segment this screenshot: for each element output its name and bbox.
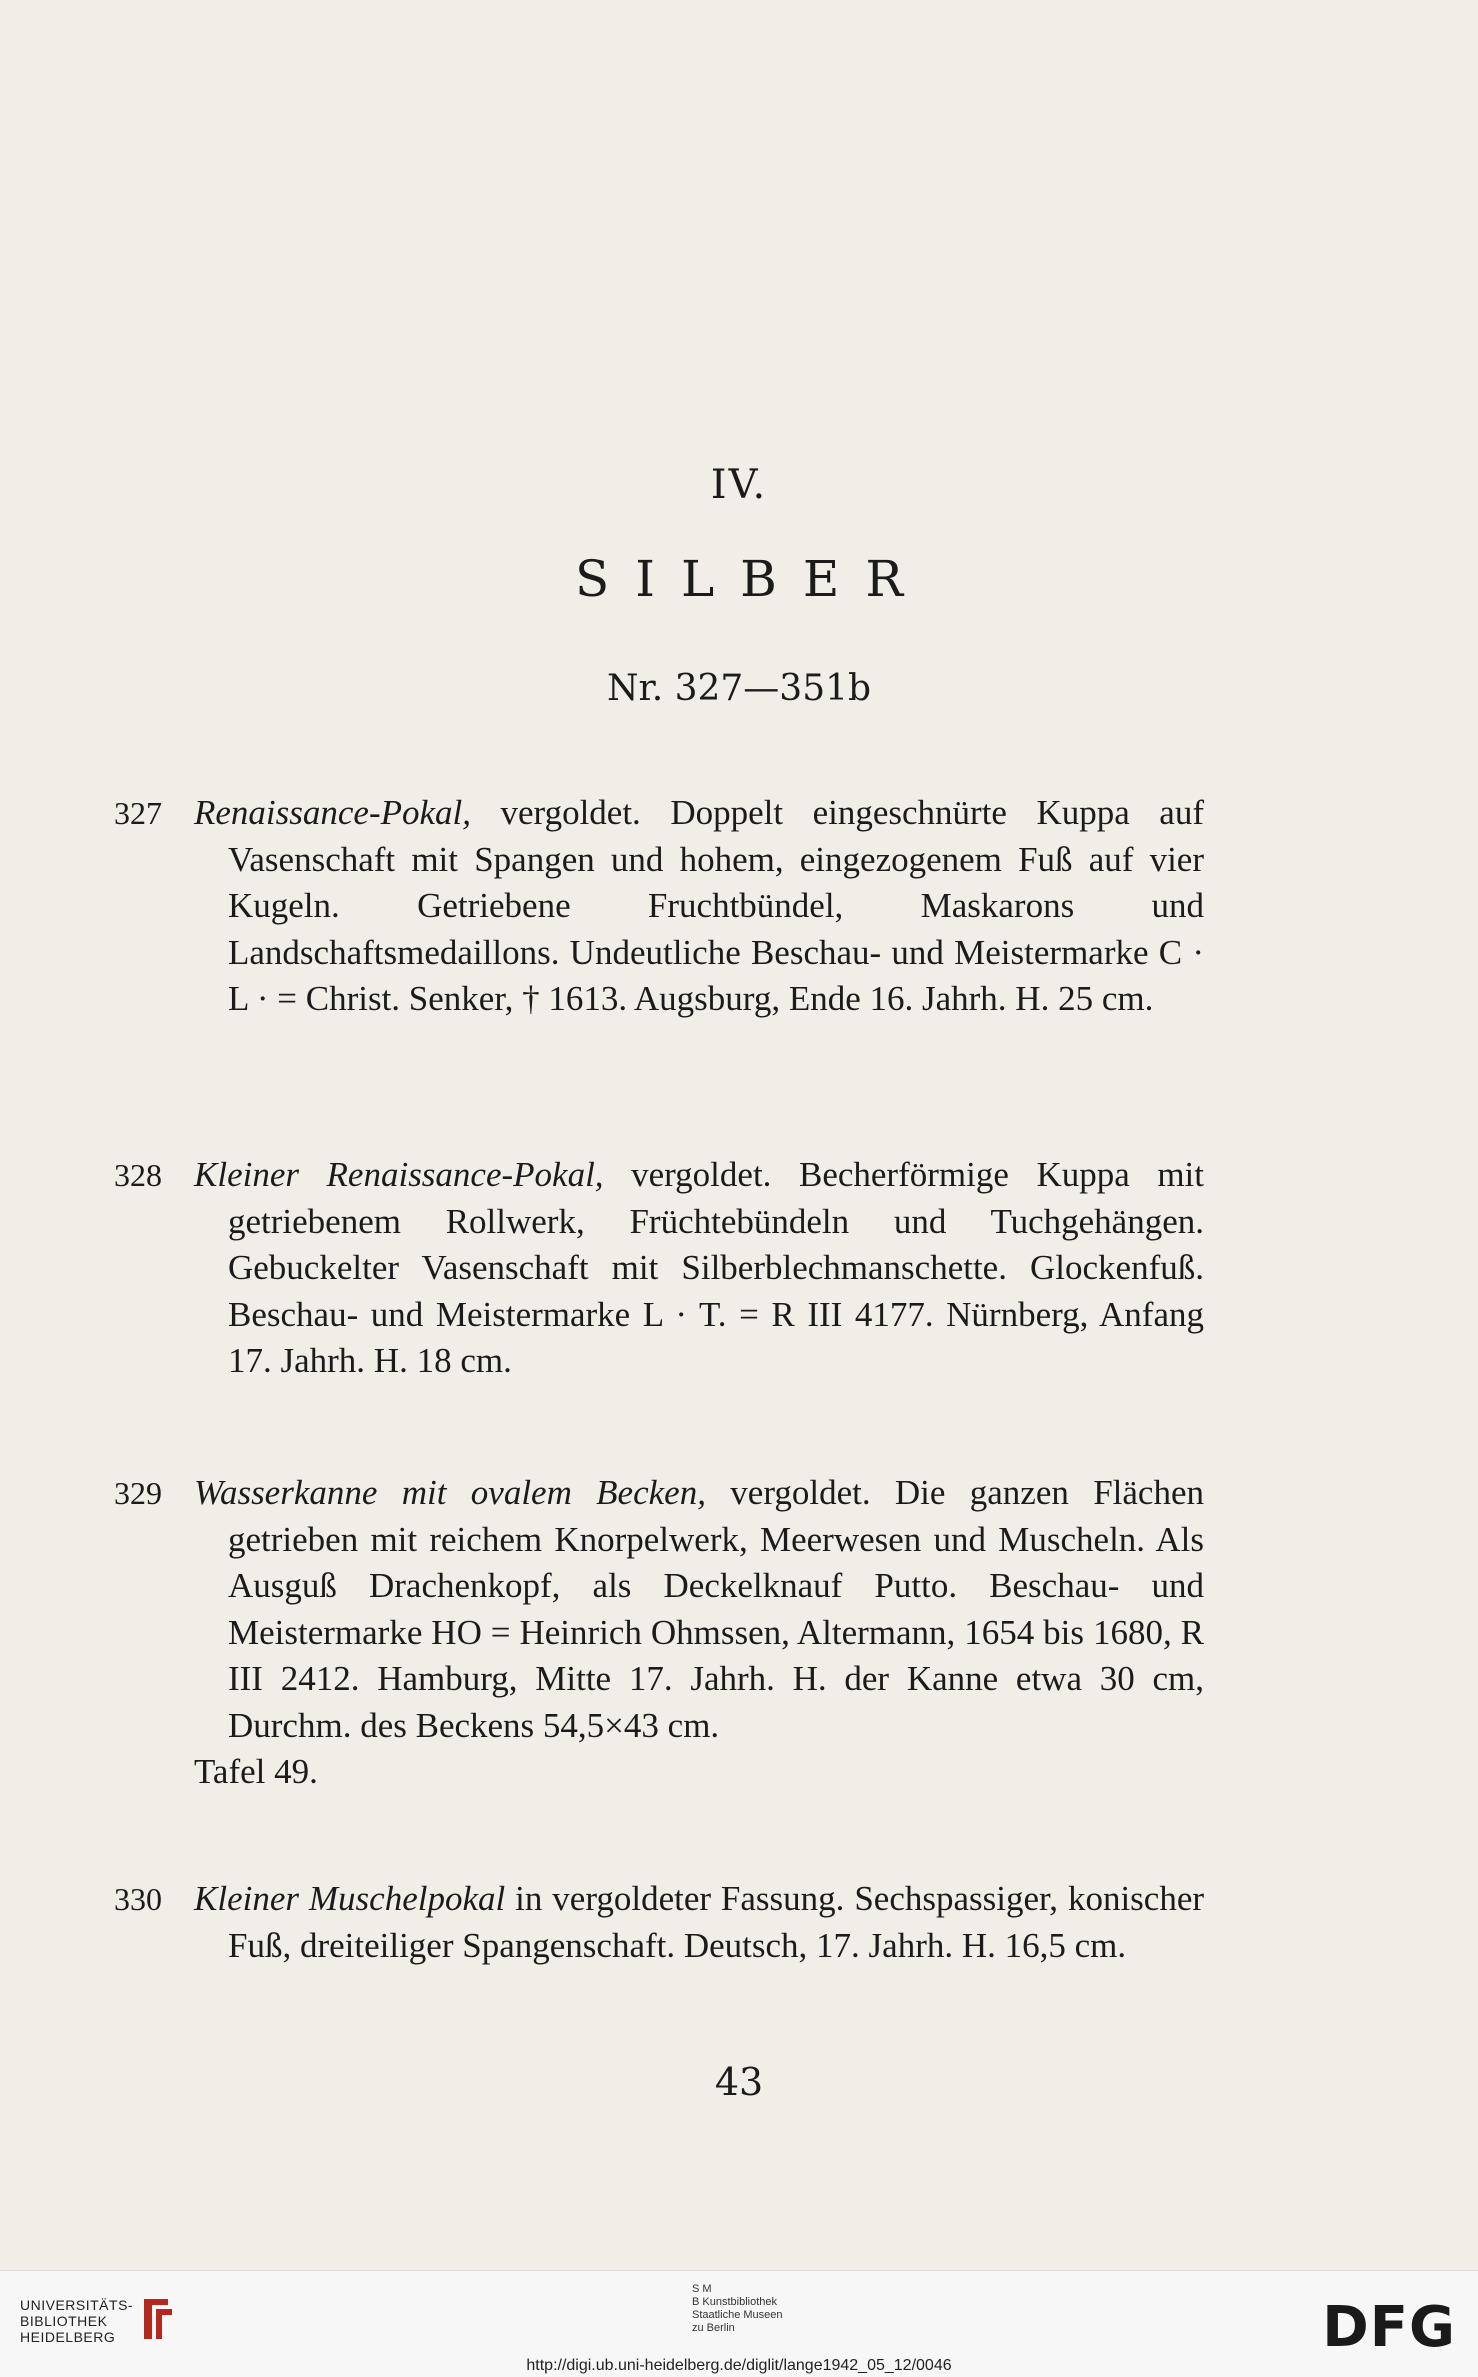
entry-title: Wasserkanne mit ovalem Becken,	[194, 1473, 706, 1512]
entry-text: vergoldet. Becherförmige Kuppa mit getriebenem Rollwerk, Früchtebündeln und Tuchgehängen. Gebuckelter Vasenschaft mit Silberblechmanschette. Glockenfuß. Beschau- und Meistermarke L · T. = R III 4177. Nürnberg, Anfang 17. Jahrh. H. 18 cm.	[228, 1155, 1205, 1380]
smb-logo-line: B Kunstbibliothek	[692, 2296, 777, 2308]
entry-text: vergoldet. Doppelt eingeschnürte Kuppa auf Vasenschaft mit Spangen und hohem, eingezogenem Fuß auf vier Kugeln. Getriebene Fruchtbündel, Maskarons und Landschaftsmedaillons. Undeutliche Beschau- und Meistermarke C · L · = Christ. Senker, † 1613. Augsburg, Ende 16. Jahrh. H. 25 cm.	[228, 793, 1204, 1018]
entry-number: 328	[114, 1157, 162, 1193]
catalogue-entry-330	[114, 1876, 1204, 1969]
university-emblem-icon	[138, 2293, 178, 2345]
permalink-url[interactable]: http://digi.ub.uni-heidelberg.de/diglit/lange1942_05_12/0046	[526, 2357, 952, 2374]
catalogue-number-range: Nr. 327—351b	[606, 668, 872, 709]
dfg-logo[interactable]: DFG	[1322, 2295, 1456, 2360]
page-number: 43	[714, 2060, 764, 2104]
entry-title: Kleiner Muschelpokal	[194, 1879, 506, 1918]
chapter-number: IV.	[710, 462, 768, 508]
university-logo-line: HEIDELBERG	[20, 2329, 116, 2345]
entry-body	[194, 1470, 1204, 1749]
catalogue-entry-327	[114, 790, 1204, 1023]
entry-text: in vergoldeter Fassung. Sechspassiger, konischer Fuß, dreiteiliger Spangenschaft. Deutsch, 17. Jahrh. H. 16,5 cm.	[228, 1879, 1205, 1965]
entry-body	[194, 1152, 1204, 1385]
smb-logo-line: Staatliche Museen	[692, 2309, 783, 2321]
entry-number: 327	[114, 795, 162, 831]
entry-plate-reference: Tafel 49.	[194, 1752, 318, 1791]
entry-title: Kleiner Renaissance-Pokal,	[194, 1155, 604, 1194]
smb-logo-line: S M	[692, 2283, 712, 2295]
section-title: SILBER	[574, 550, 930, 608]
university-library-logo[interactable]	[20, 2297, 133, 2345]
entry-body	[194, 790, 1204, 1023]
university-logo-line: BIBLIOTHEK	[20, 2313, 108, 2329]
smb-logo-line: zu Berlin	[692, 2322, 735, 2334]
university-logo-line: UNIVERSITÄTS-	[20, 2297, 134, 2313]
entry-number: 330	[114, 1881, 162, 1917]
entry-body	[194, 1876, 1204, 1969]
catalogue-entry-328	[114, 1152, 1204, 1385]
catalogue-entry-329	[114, 1470, 1204, 1796]
viewer-footer	[0, 2270, 1478, 2377]
entry-number: 329	[114, 1475, 162, 1511]
kunstbibliothek-logo[interactable]	[692, 2283, 783, 2335]
entry-title: Renaissance-Pokal,	[194, 793, 471, 832]
entry-text: vergoldet. Die ganzen Flächen getrieben mit reichem Knorpelwerk, Meerwesen und Muscheln. Als Ausguß Drachenkopf, als Deckelknauf Putto. Beschau- und Meistermarke HO = Heinrich Ohmssen, Altermann, 1654 bis 1680, R III 2412. Hamburg, Mitte 17. Jahrh. H. der Kanne etwa 30 cm, Durchm. des Beckens 54,5×43 cm.	[228, 1473, 1204, 1745]
